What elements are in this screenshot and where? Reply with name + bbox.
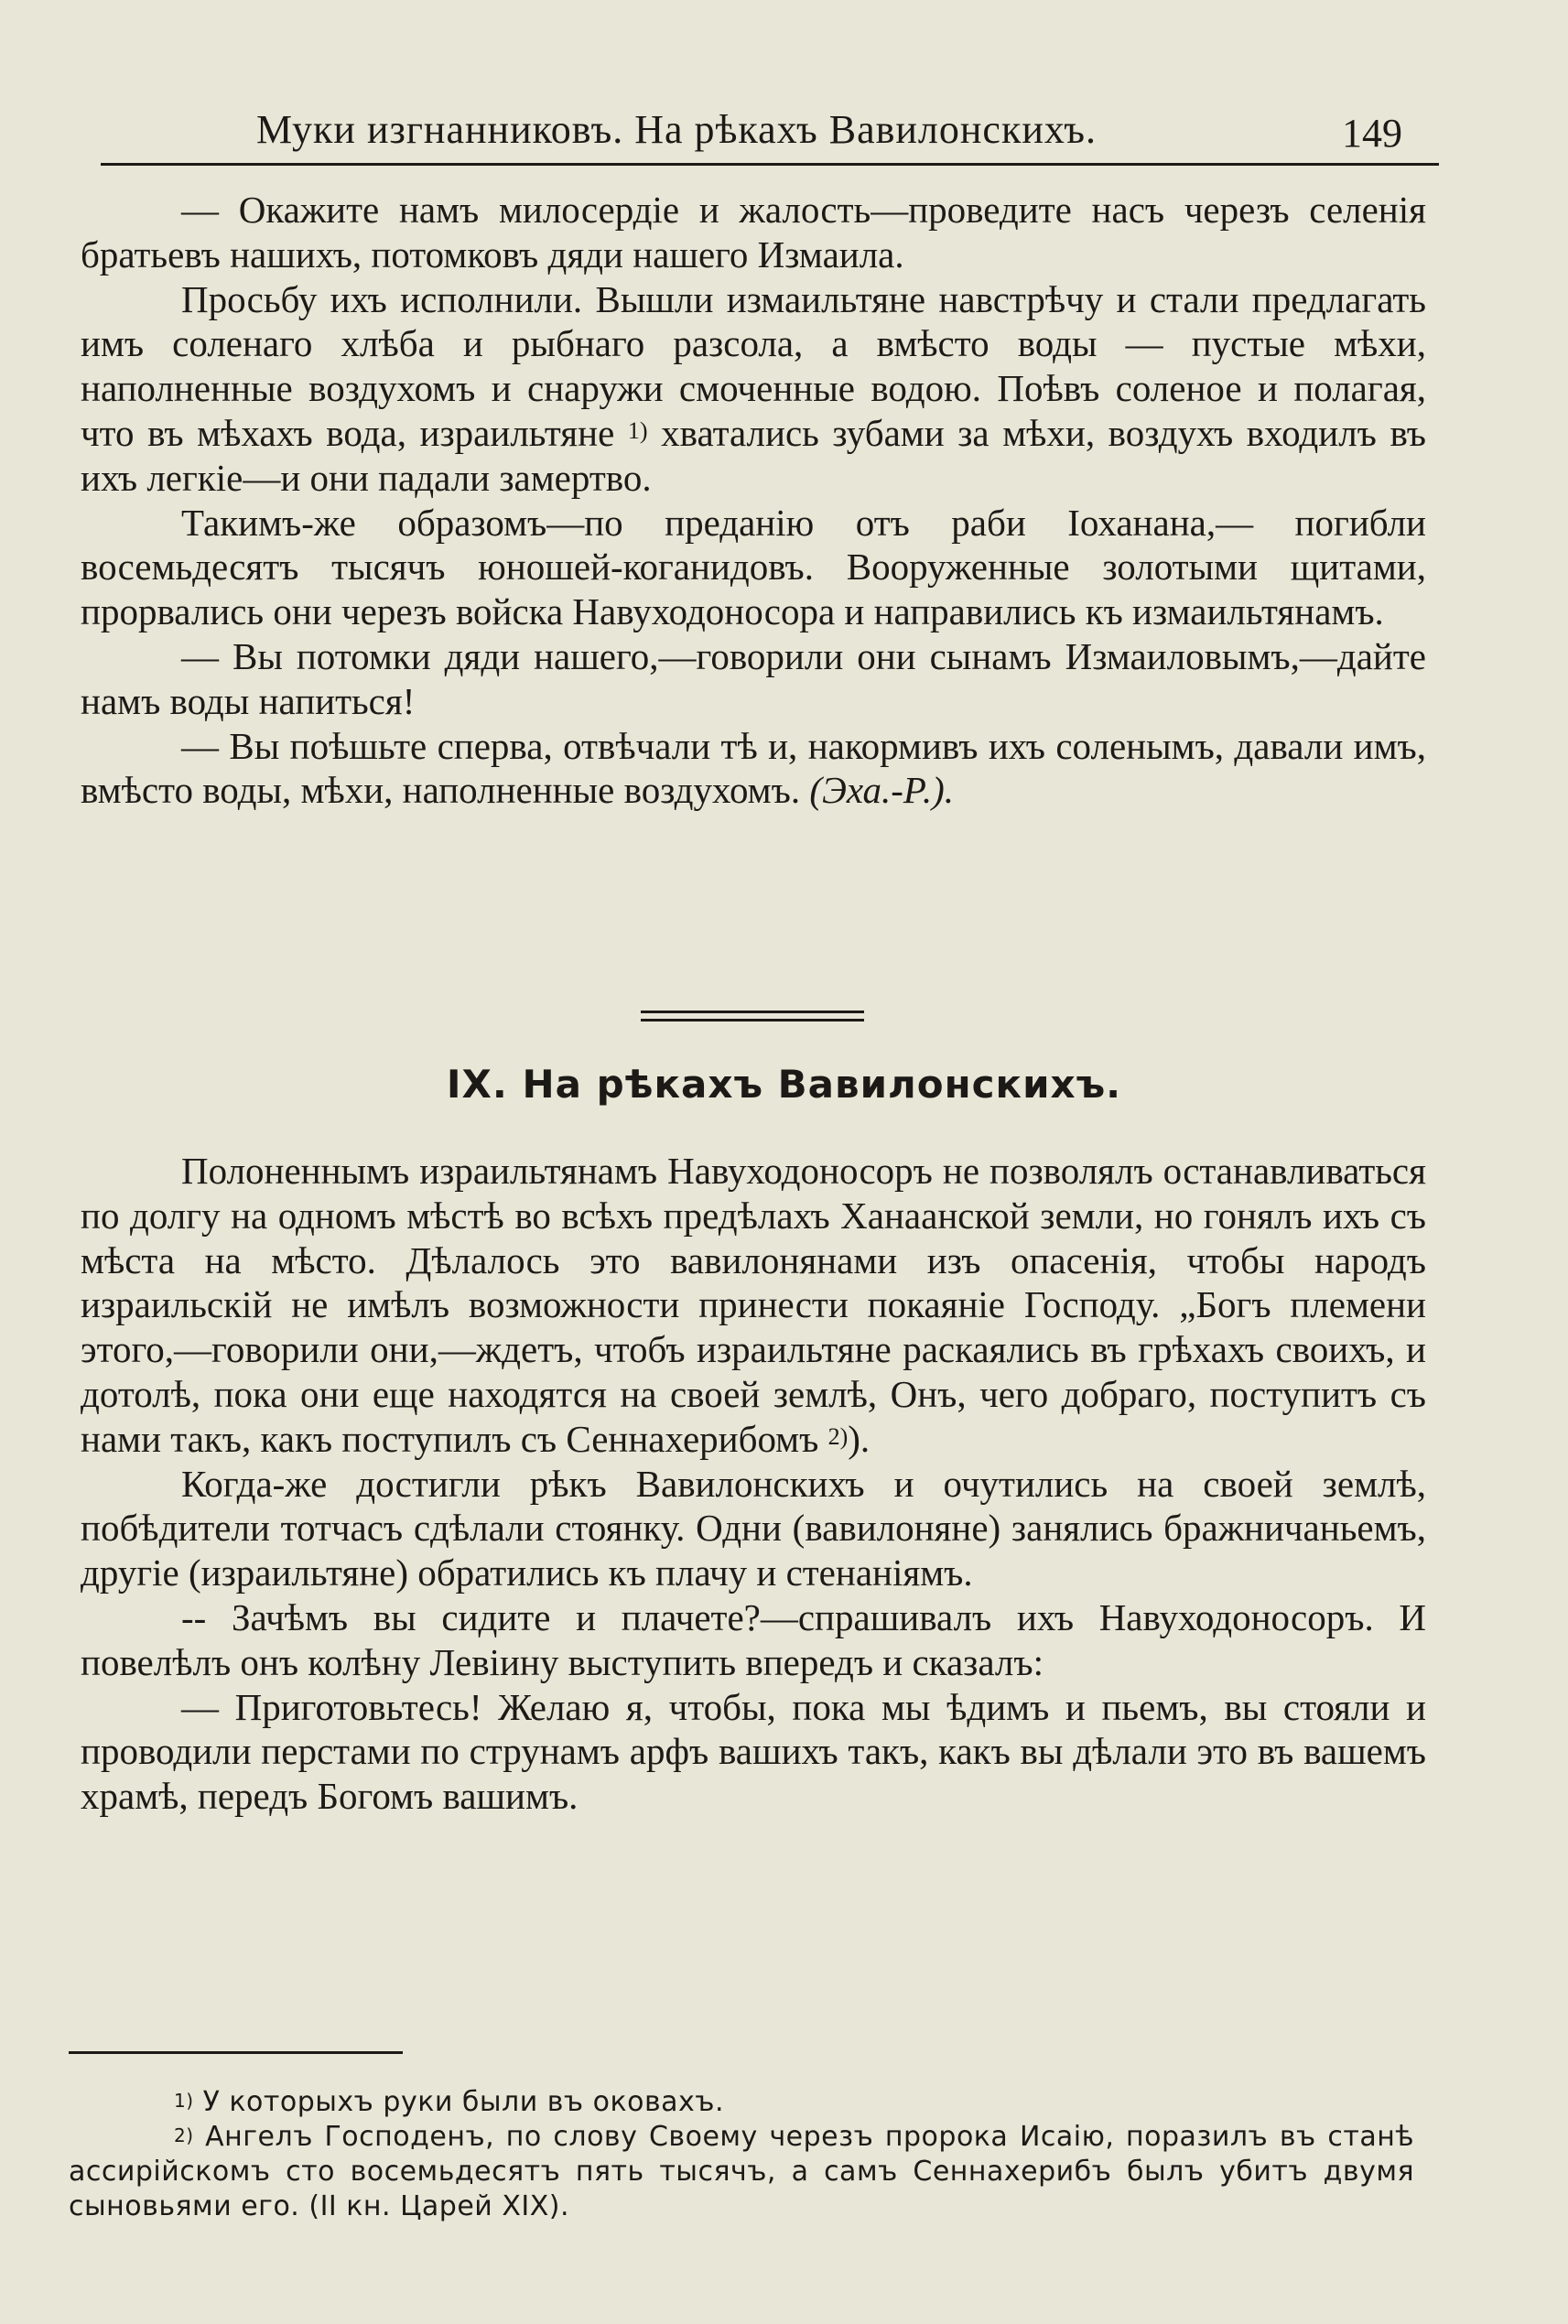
footnote-text: Ангелъ Господенъ, по слову Своему черезъ пророка Исаію, поразилъ въ станѣ ассирійскомъ сто восемьдесятъ пять тысячъ, а самъ Сеннахерибъ былъ убитъ двумя сыновьями его. (II кн. Царей XIX). [69,2121,1414,2222]
paragraph-text: — Вы поѣшьте сперва, отвѣчали тѣ и, накормивъ ихъ соленымъ, давали имъ, вмѣсто воды, мѣхи, наполненные воздухомъ. [81,724,1426,812]
paragraph [81,1149,1426,1462]
text-block-bottom [81,1149,1426,1819]
paragraph [81,277,1426,501]
paragraph-text: Просьбу ихъ исполнили. Вышли измаильтяне навстрѣчу и стали предлагать имъ соленаго хлѣба и рыбнаго разсола, а вмѣсто воды — пустые мѣхи, наполненные воздухомъ и снаружи смоченные водою. Поѣвъ соленое и полагая, что въ мѣхахъ вода, израильтяне [81,277,1426,454]
footnote-text: У которыхъ руки были въ оковахъ. [193,2086,725,2118]
paragraph: -- Зачѣмъ вы сидите и плачете?—спрашивалъ ихъ Навуходоносоръ. И повелѣлъ онъ колѣну Левіину выступить впередъ и сказалъ: [81,1595,1426,1683]
paragraph-text: ). [848,1417,871,1460]
footnote [69,2085,1414,2120]
paragraph-text: хватались зубами за мѣхи, воздухъ входилъ въ ихъ легкіе—и они падали замертво. [81,411,1426,499]
section-heading: IX. На рѣкахъ Вавилонскихъ. [446,1062,1122,1107]
footnote-reference: 2) [827,1422,849,1450]
paragraph: Когда-же достигли рѣкъ Вавилонскихъ и очутились на своей землѣ, побѣдители тотчасъ сдѣлали стоянку. Одни (вавилоняне) занялись бражничаньемъ, другіе (израильтяне) обратились къ плачу и стенаніямъ. [81,1462,1426,1594]
footnote-mark: 1) [174,2090,194,2112]
text-block-top [81,188,1426,813]
paragraph: — Приготовьтесь! Желаю я, чтобы, пока мы ѣдимъ и пьемъ, вы стояли и проводили перстами по струнамъ арфъ вашихъ такъ, какъ вы дѣлали это въ вашемъ храмѣ, передъ Богомъ вашимъ. [81,1685,1426,1818]
footnote-mark: 2) [174,2124,194,2146]
footnote-rule [69,2051,403,2054]
footnote [69,2120,1414,2224]
running-header [101,103,1439,166]
paragraph [81,724,1426,814]
paragraph: Такимъ-же образомъ—по преданію отъ раби Іоханана,— погибли восемьдесятъ тысячъ юношей-коганидовъ. Вооруженные золотыми щитами, прорвались они черезъ войска Навуходоносора и направились къ измаильтянамъ. [81,501,1426,633]
paragraph: — Окажите намъ милосердіе и жалость—проведите насъ черезъ селенія братьевъ нашихъ, потомковъ дяди нашего Измаила. [81,189,1426,276]
double-rule-divider [641,1011,864,1021]
source-attribution: (Эха.-Р.). [809,769,954,812]
paragraph-text: Полоненнымъ израильтянамъ Навуходоносоръ не позволялъ останавливаться по долгу на одномъ мѣстѣ во всѣхъ предѣлахъ Ханаанской земли, но гонялъ ихъ съ мѣста на мѣсто. Дѣлалось это вавилонянами изъ опасенія, чтобы народъ израильскій не имѣлъ возможности принести покаяніе Господу. „Богъ племени этого,—говорили они,—ждетъ, чтобъ израильтяне раскаялись въ грѣхахъ своихъ, и дотолѣ, пока они еще находятся на своей землѣ, Онъ, чего добраго, поступитъ съ нами такъ, какъ поступилъ съ Сеннахерибомъ [81,1150,1426,1460]
running-title: Муки изгнанниковъ. На рѣкахъ Вавилонскихъ. [256,107,1097,152]
page-number: 149 [1342,111,1402,156]
paragraph: — Вы потомки дяди нашего,—говорили они сынамъ Измаиловымъ,—дайте намъ воды напиться! [81,634,1426,722]
footnotes [69,2085,1414,2224]
footnote-reference: 1) [627,416,648,444]
